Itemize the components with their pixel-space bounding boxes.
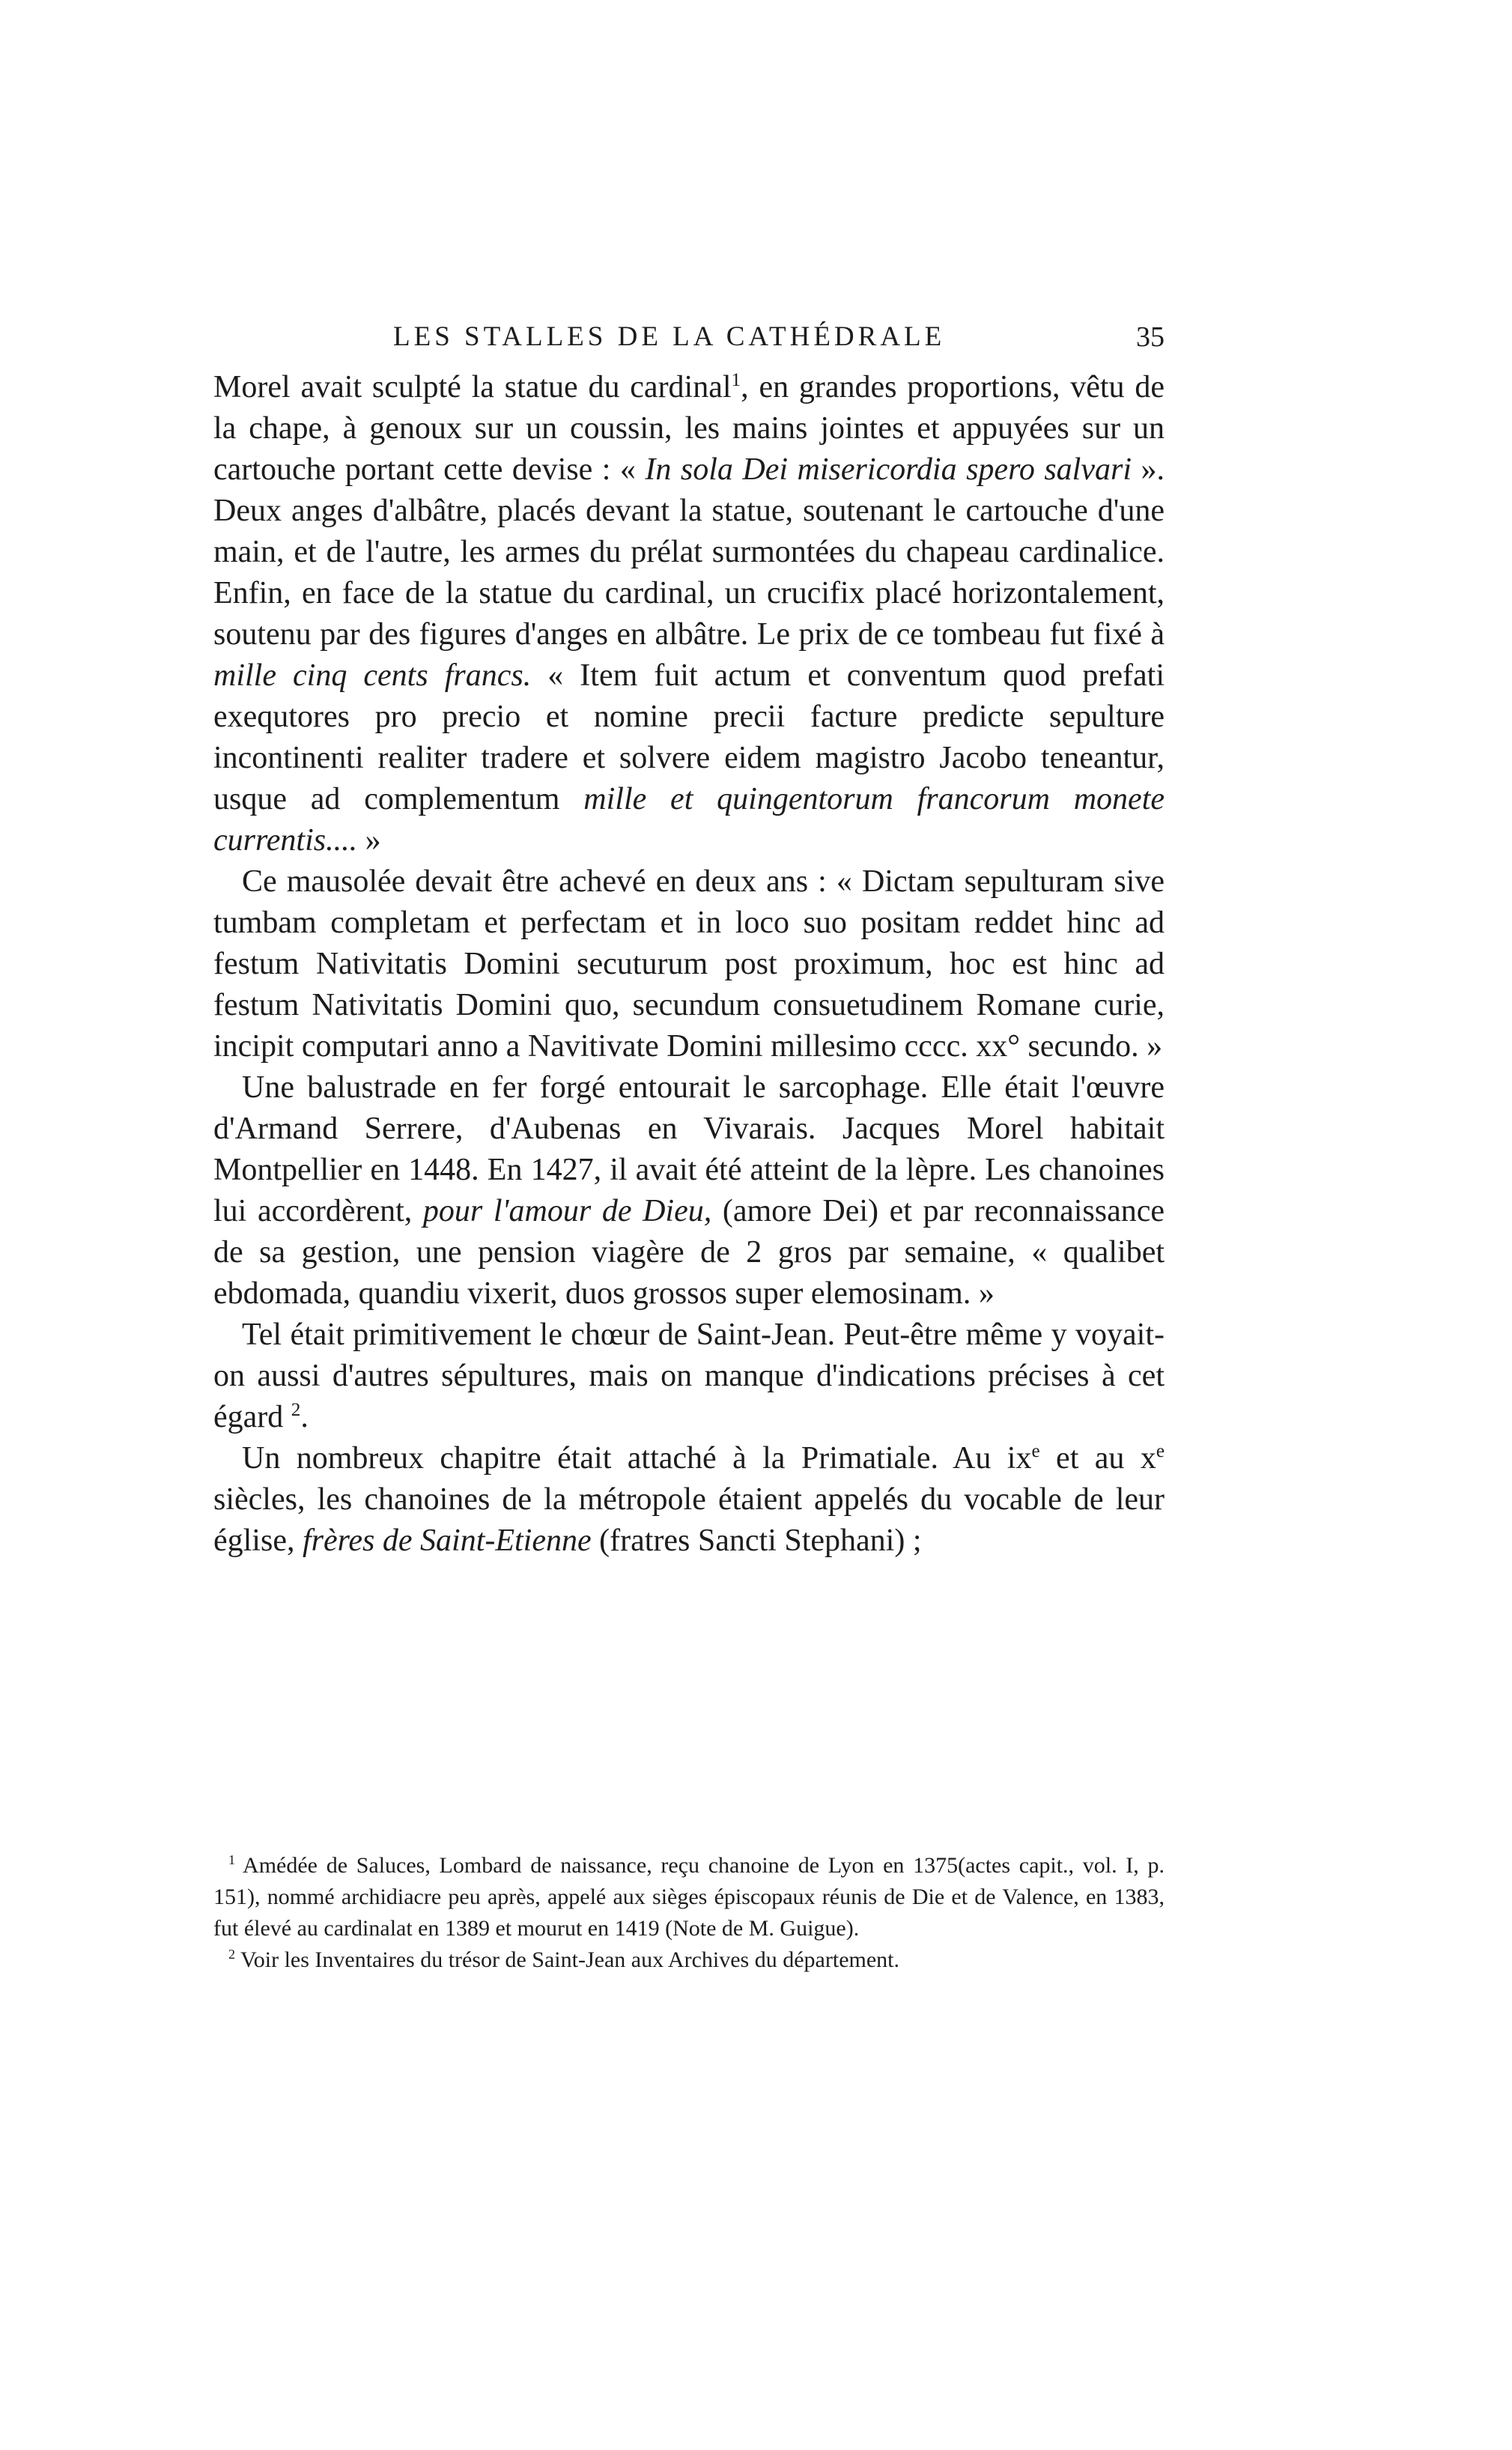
small-caps-numeral: x [1140, 1441, 1156, 1476]
text: Une balustrade en fer forgé entourait le sarcophage. Elle était l'œuvre d'Armand Serrere, d'Aubenas en Vivarais. Jacques Morel habitait Montpellier en 1448. En 1427, il avait été atteint de la lèpre. Les chanoines lui accordèrent, [213, 1070, 1165, 1228]
paragraph-5 [213, 1438, 1165, 1562]
text: (amore Dei) et par reconnaissance de sa gestion, une pension viagère de 2 gros par semaine, « qualibet ebdomada, quandiu vixerit, duos grossos super elemosinam. » [213, 1194, 1165, 1311]
text: ». Deux anges d'albâtre, placés devant la statue, soutenant le cartouche d'une main, et de l'autre, les armes du prélat surmontées du chapeau cardinalice. Enfin, en face de la statue du cardinal, un crucifix placé horizontalement, soutenu par des figures d'anges en albâtre. Le prix de ce tombeau fut fixé à [213, 452, 1165, 652]
text: Morel avait sculpté la statue du cardinal [213, 370, 732, 404]
text: , en grandes proportions, vêtu de la chape, à genoux sur un coussin, les mains jointes et appuyées sur un cartouche portant cette devise : « [213, 370, 1165, 487]
running-title: LES STALLES DE LA CATHÉDRALE [393, 321, 946, 352]
italic-text: In sola Dei misericordia spero salvari [645, 452, 1132, 487]
text: Tel était primitivement le chœur de Saint-Jean. Peut-être même y voyait-on aussi d'autres sépultures, mais on manque d'indications précises à cet égard [213, 1318, 1165, 1434]
footnote-ref-1: 1 [731, 370, 741, 390]
italic-text: frères de Saint-Etienne [302, 1523, 592, 1558]
text: (fratres Sancti Stephani) ; [591, 1523, 922, 1558]
main-text [213, 367, 1165, 1562]
superscript: e [1156, 1441, 1165, 1461]
small-caps-numeral: ix [1007, 1441, 1032, 1476]
italic-text: mille cinq cents francs. [213, 658, 532, 693]
page-header [213, 321, 1165, 363]
text: « Item fuit actum et conventum quod prefati exequtores pro precio et nomine precii facture predicte sepulture incontinenti realiter tradere et solvere eidem magistro Jacobo teneantur, usque ad complementum [213, 658, 1165, 816]
italic-text: mille et quingentorum francorum monete currentis.... [213, 782, 1165, 858]
page-number: 35 [1136, 321, 1165, 353]
footnote-ref-2: 2 [291, 1400, 301, 1420]
text: siècles, les chanoines de la métropole étaient appelés du vocable de leur église, [213, 1482, 1165, 1558]
italic-text: pour l'amour de Dieu, [422, 1194, 712, 1228]
text: » [357, 823, 381, 858]
footnote-1 [213, 1850, 1165, 1944]
paragraph-2: Ce mausolée devait être achevé en deux ans : « Dictam sepulturam sive tumbam completam et perfectam et in loco suo positam reddet hinc ad festum Nativitatis Domini secuturum post proximum, hoc est hinc ad festum Nativitatis Domini quo, secundum consuetudinem Romane curie, incipit computari anno a Navitivate Domini millesimo cccc. xx° secundo. » [213, 864, 1165, 1064]
footnotes [213, 1850, 1165, 1976]
superscript: e [1031, 1441, 1040, 1461]
text: . [300, 1400, 309, 1434]
footnote-2 [213, 1944, 1165, 1976]
footnote-number: 2 [228, 1947, 235, 1962]
footnote-text: Voir les Inventaires du trésor de Saint-Jean aux Archives du département. [240, 1947, 899, 1972]
footnote-number: 1 [228, 1852, 235, 1867]
text: Un nombreux chapitre était attaché à la Primatiale. Au [242, 1441, 1007, 1476]
text: et au [1039, 1441, 1141, 1476]
paragraph-3 [213, 1067, 1165, 1315]
paragraph-4 [213, 1315, 1165, 1438]
footnote-text: Amédée de Saluces, Lombard de naissance, reçu chanoine de Lyon en 1375(actes capit., vol. I, p. 151), nommé archidiacre peu après, appelé aux sièges épiscopaux réunis de Die et de Valence, en 1383, fut élevé au cardinalat en 1389 et mourut en 1419 (Note de M. Guigue). [213, 1853, 1165, 1941]
paragraph-1 [213, 367, 1165, 861]
